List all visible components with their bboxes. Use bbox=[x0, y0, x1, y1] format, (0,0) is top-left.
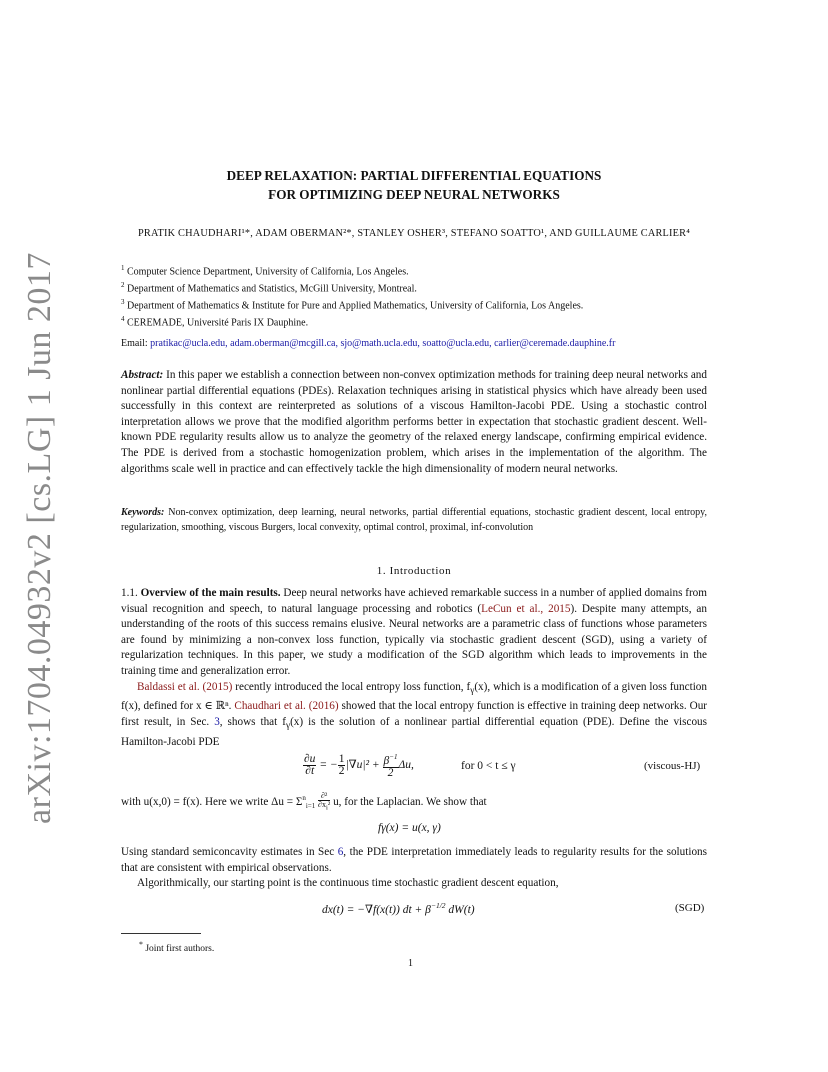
intro-paragraph-2: Using standard semiconcavity estimates in Sec 6, the PDE interpretation immediately leads to regularity results for the solutions that are consistent with empirical observations. Algorithmically, our starting point is the continuous time stochastic gradient descent equation, bbox=[121, 846, 708, 890]
title-line-2: FOR OPTIMIZING DEEP NEURAL NETWORKS bbox=[268, 187, 560, 202]
affiliation-4: $^4$ CEREMADE, Université Paris IX Dauphine. bbox=[121, 315, 309, 329]
laplacian-line: with u(x,0) = f(x). Here we write $\Delta u = \Sigma^n_{i=1}$ $\frac{\text{∂²}}{\partial x_i^2}$ u, for the Laplacian. We show that bbox=[121, 791, 487, 812]
equation-viscous-hj: $\frac{\partial u}{\partial t}$ = − $\frac{1}{2}$ |∇u|² + $\frac{\beta^{-1}}{2}$ Δu, bbox=[304, 752, 414, 779]
ref-sec-3[interactable]: 3 bbox=[214, 715, 220, 728]
affiliation-3: $^3$ Department of Mathematics & Institute for Pure and Applied Mathematics, University of California, Los Angeles. bbox=[121, 298, 584, 312]
cite-lecun[interactable]: LeCun et al., 2015 bbox=[481, 602, 571, 615]
email-line: Email: pratikac@ucla.edu, adam.oberman@mcgill.ca, sjo@math.ucla.edu, soatto@ucla.edu, carlier@ceremade.dauphine.fr bbox=[121, 338, 616, 349]
affiliation-1: $^1$ Computer Science Department, University of California, Los Angeles. bbox=[121, 264, 409, 278]
arxiv-identifier: arXiv:1704.04932v2 [cs.LG] 1 Jun 2017 bbox=[21, 252, 58, 824]
affiliation-2: $^2$ Department of Mathematics and Statistics, McGill University, Montreal. bbox=[121, 281, 417, 295]
equation-label-sgd: (SGD) bbox=[675, 902, 705, 914]
equation-local-entropy: fγ(x) = u(x, γ) bbox=[378, 822, 441, 834]
section-heading: 1. Introduction bbox=[376, 565, 452, 577]
footnote-rule bbox=[121, 933, 201, 934]
equation-sgd: dx(t) = −∇f(x(t)) dt + $\beta^{-1/2}$ dW(t) bbox=[322, 901, 475, 916]
email-links[interactable]: pratikac@ucla.edu, adam.oberman@mcgill.ca, sjo@math.ucla.edu, soatto@ucla.edu, carlier@ceremade.dauphine.fr bbox=[150, 338, 616, 349]
cite-baldassi[interactable]: Baldassi et al. (2015) bbox=[137, 680, 233, 693]
equation-condition: for 0 < t ≤ γ bbox=[461, 760, 516, 772]
cite-chaudhari[interactable]: Chaudhari et al. (2016) bbox=[234, 700, 339, 713]
abstract: Abstract: In this paper we establish a connection between non-convex optimization methods for training deep neural networks and nonlinear partial differential equations (PDEs). Relaxation techniques arising in statistical physics which have already been used successfully in this context are reinterpreted as solutions of a viscous Hamilton-Jacobi PDE. Using a stochastic control interpretation allows we prove that the modified algorithm performs better in expectation that stochastic gradient descent. Well-known PDE regularity results allow us to analyze the geometry of the relaxed energy landscape, confirming empirical evidence. The PDE is derived from a stochastic homogenization problem, which arises in the implementation of the algorithm. The algorithms scale well in practice and can effectively tackle the high dimensionality of modern neural networks. bbox=[121, 369, 707, 475]
keywords: Keywords: Non-convex optimization, deep learning, neural networks, partial differential equations, stochastic gradient descent, local entropy, regularization, smoothing, viscous Burgers, local convexity, optimal control, proximal, inf-convolution bbox=[121, 507, 708, 533]
author-list: PRATIK CHAUDHARI¹*, ADAM OBERMAN²*, STANLEY OSHER³, STEFANO SOATTO¹, AND GUILLAUME CARLIER⁴ bbox=[138, 228, 690, 239]
equation-label-viscous-hj: (viscous-HJ) bbox=[644, 760, 701, 772]
intro-paragraph-1: 1.1. Overview of the main results. Deep neural networks have achieved remarkable success in a number of applied domains from visual recognition and speech, to natural language processing and robotics (LeCun et al., 2015). Despite many attempts, an understanding of the roots of this success remains elusive. Neural networks are a parametric class of functions whose parameters are found by minimizing a non-convex loss function, typically via stochastic gradient descent (SGD), using a variety of regularization techniques. In this paper, we study a modification of the SGD algorithm which leads to improvements in the training time and generalization error. Baldassi et al. (2015) recently introduced the local entropy loss function, $f_\gamma(x)$, which is a modification of a given loss function f(x), defined for x ∈ ℝⁿ. Chaudhari et al. (2016) showed that the local entropy function is effective in training deep networks. Our first result, in Sec. 3, shows that $f_\gamma(x)$ is the solution of a nonlinear partial differential equation (PDE). Define the viscous Hamilton-Jacobi PDE bbox=[121, 587, 708, 748]
page-number: 1 bbox=[408, 958, 413, 969]
ref-sec-6[interactable]: 6 bbox=[337, 846, 344, 858]
footnote: * Joint first authors. bbox=[139, 940, 215, 955]
paper-title bbox=[120, 166, 708, 204]
title-line-1: DEEP RELAXATION: PARTIAL DIFFERENTIAL EQUATIONS bbox=[226, 168, 602, 183]
